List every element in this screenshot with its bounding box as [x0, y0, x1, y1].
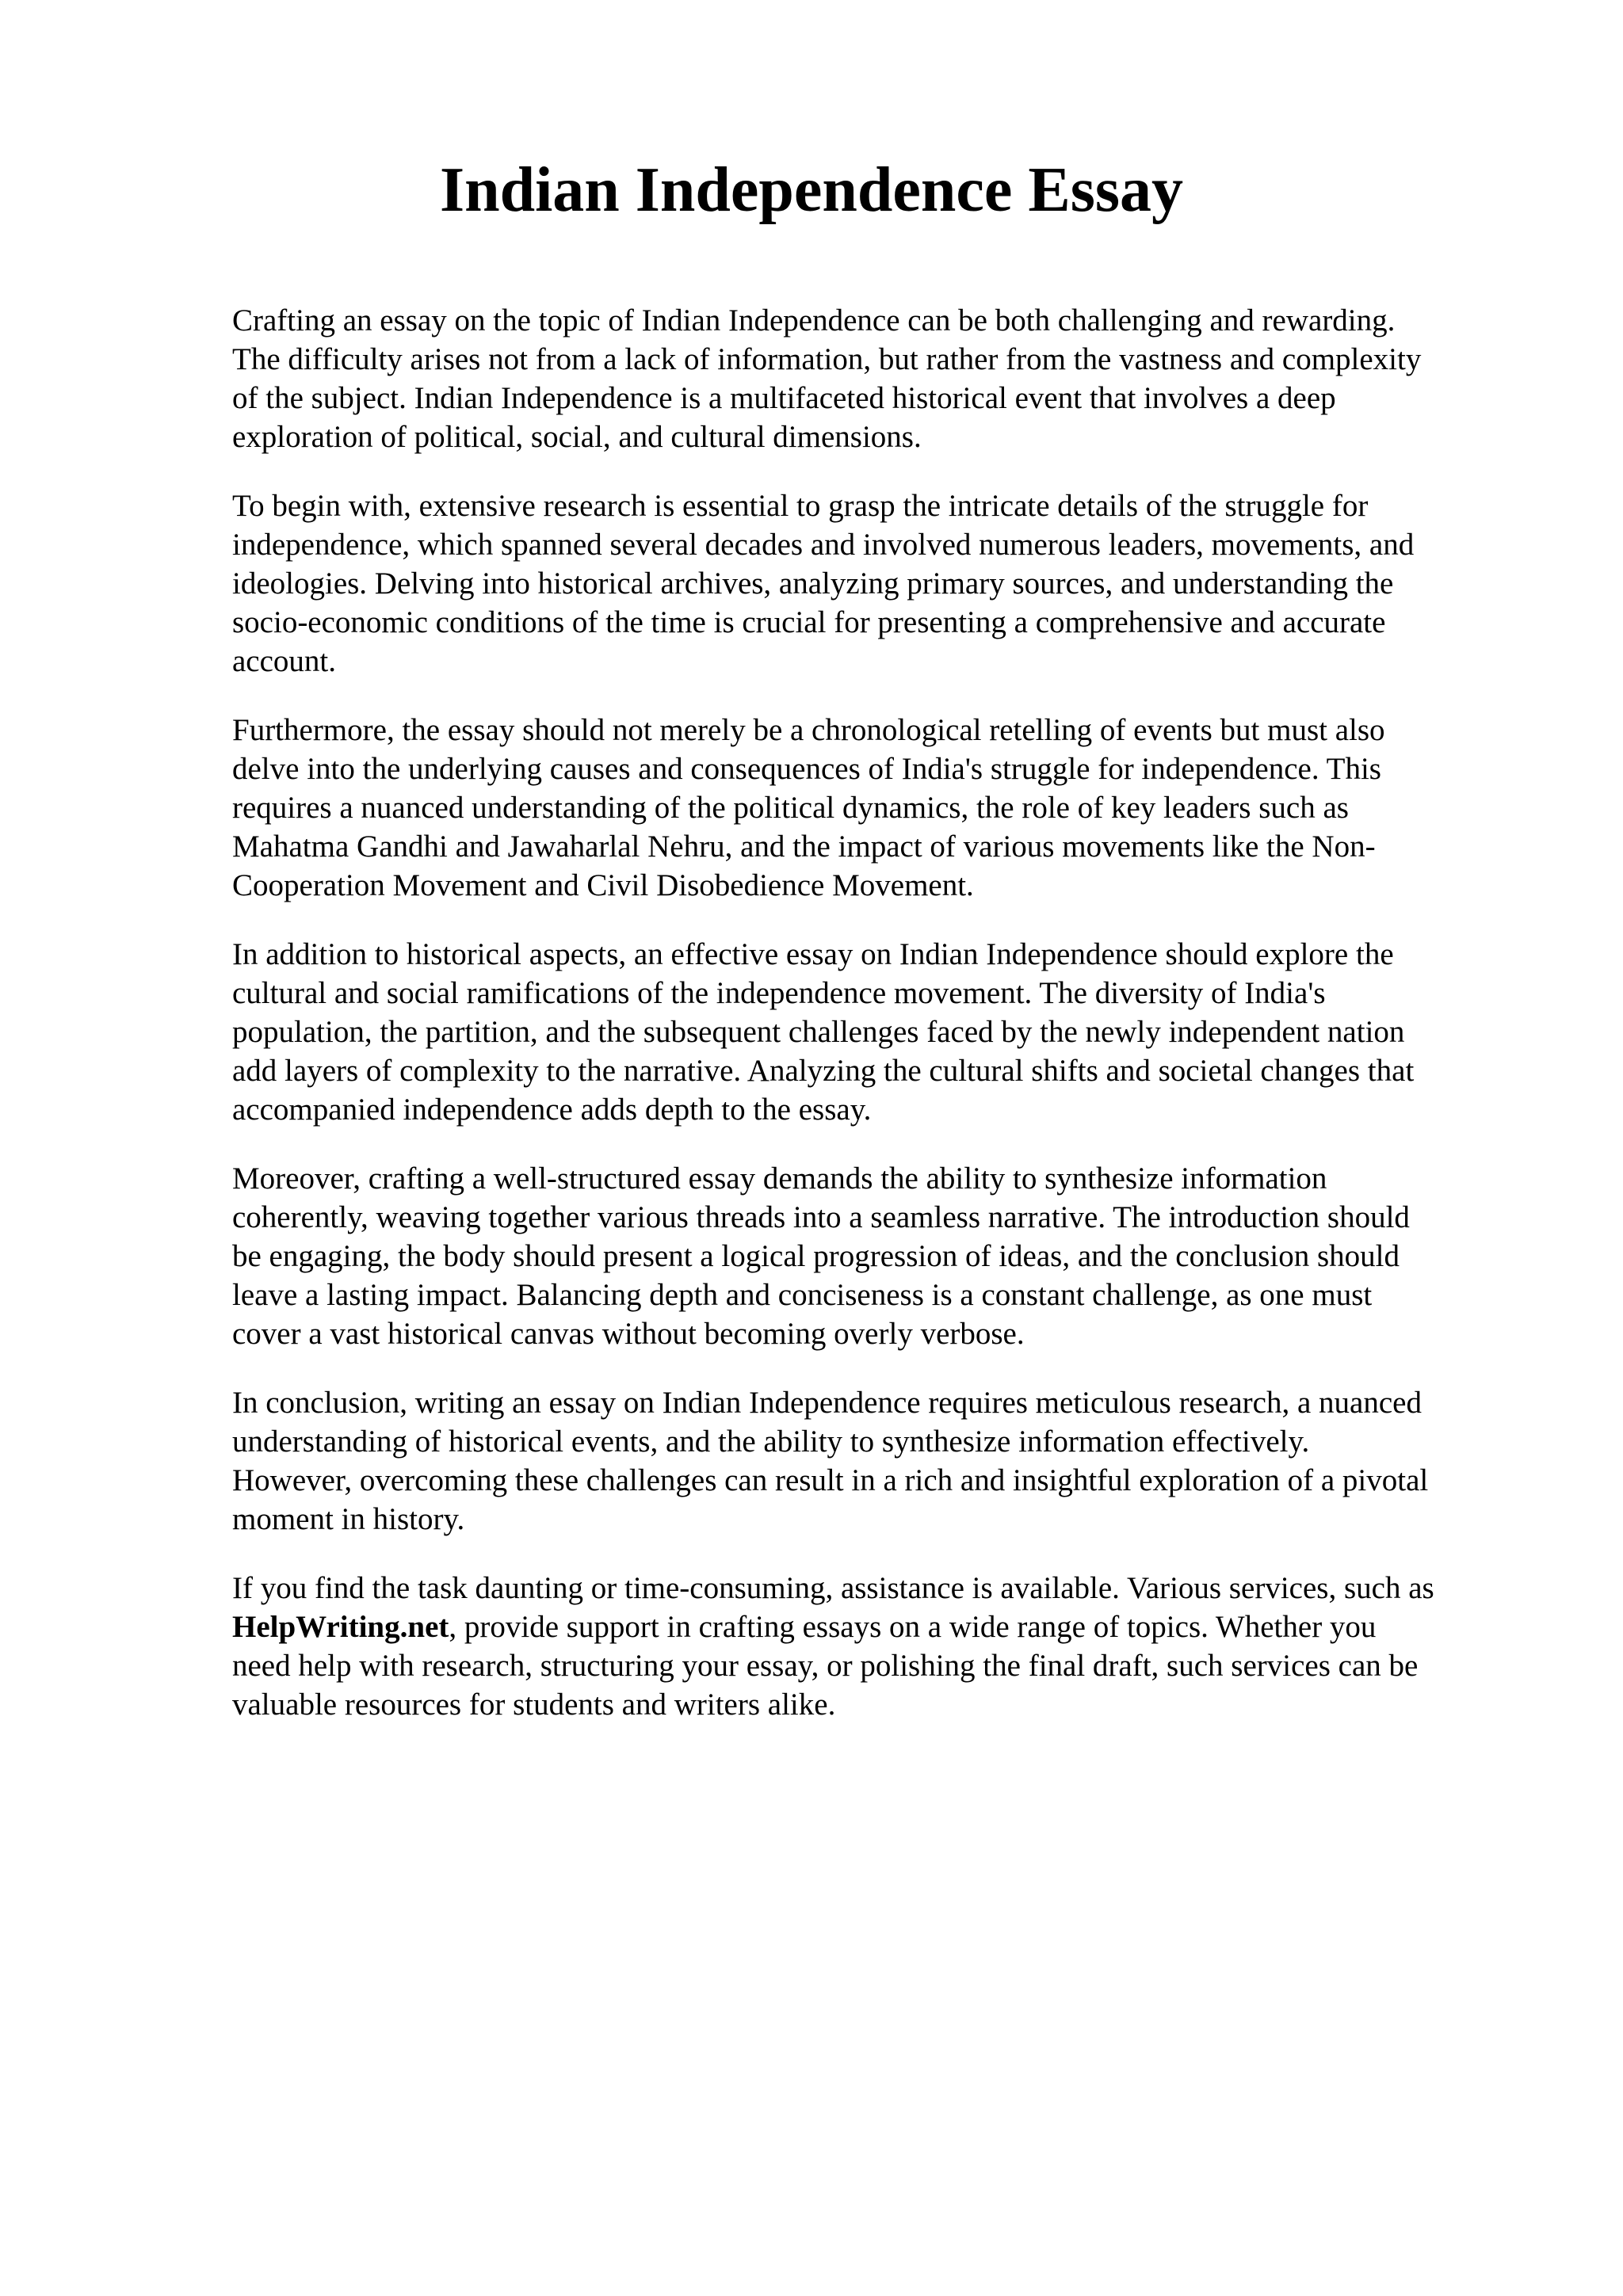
paragraph-line: Moreover, crafting a well-structured essay demands the ability to synthesize information: [232, 1161, 1327, 1196]
closing-paragraph: [232, 1569, 1532, 1724]
essay-body: [232, 301, 1532, 1754]
paragraph-line: If you find the task daunting or time-consuming, assistance is available. Various services, such as: [232, 1571, 1434, 1605]
paragraph-line: [232, 1608, 1532, 1646]
paragraph-line: need help with research, structuring your essay, or polishing the final draft, such services can be: [232, 1649, 1419, 1683]
paragraph-line: cover a vast historical canvas without becoming overly verbose.: [232, 1317, 1025, 1351]
paragraph-line: In conclusion, writing an essay on Indian Independence requires meticulous research, a nuanced: [232, 1386, 1422, 1420]
paragraph-6: [232, 1383, 1532, 1539]
paragraph-2: [232, 486, 1532, 681]
paragraph-line: moment in history.: [232, 1502, 465, 1536]
paragraph-line: Crafting an essay on the topic of Indian Independence can be both challenging and rewarding.: [232, 303, 1396, 338]
paragraph-line: requires a nuanced understanding of the political dynamics, the role of key leaders such as: [232, 791, 1349, 825]
paragraph-line: of the subject. Indian Independence is a multifaceted historical event that involves a deep: [232, 381, 1336, 415]
paragraph-line: exploration of political, social, and cultural dimensions.: [232, 420, 922, 454]
paragraph-line: understanding of historical events, and the ability to synthesize information effectively.: [232, 1425, 1310, 1459]
helpwriting-brand-name: HelpWriting.net: [232, 1610, 449, 1644]
paragraph-line: The difficulty arises not from a lack of information, but rather from the vastness and complexity: [232, 342, 1422, 376]
paragraph-line: be engaging, the body should present a logical progression of ideas, and the conclusion should: [232, 1239, 1400, 1273]
paragraph-line: delve into the underlying causes and consequences of India's struggle for independence. This: [232, 752, 1381, 786]
paragraph-line: accompanied independence adds depth to the essay.: [232, 1093, 872, 1127]
paragraph-line: valuable resources for students and writers alike.: [232, 1688, 836, 1722]
paragraph-line: Furthermore, the essay should not merely be a chronological retelling of events but must also: [232, 713, 1385, 747]
paragraph-line: ideologies. Delving into historical archives, analyzing primary sources, and understanding the: [232, 566, 1394, 601]
paragraph-line-rest: , provide support in crafting essays on a wide range of topics. Whether you: [449, 1610, 1377, 1644]
paragraph-line: To begin with, extensive research is essential to grasp the intricate details of the struggle for: [232, 489, 1369, 523]
paragraph-1: [232, 301, 1532, 456]
paragraph-line: add layers of complexity to the narrative. Analyzing the cultural shifts and societal changes that: [232, 1054, 1415, 1088]
paragraph-line: account.: [232, 644, 337, 678]
paragraph-5: [232, 1159, 1532, 1353]
paragraph-3: [232, 711, 1532, 905]
paragraph-line: leave a lasting impact. Balancing depth and conciseness is a constant challenge, as one must: [232, 1278, 1373, 1312]
paragraph-line: coherently, weaving together various threads into a seamless narrative. The introduction should: [232, 1200, 1410, 1234]
paragraph-line: cultural and social ramifications of the independence movement. The diversity of India's: [232, 976, 1326, 1010]
page-title: Indian Independence Essay: [439, 155, 1184, 225]
paragraph-line: Cooperation Movement and Civil Disobedience Movement.: [232, 868, 974, 902]
paragraph-line: In addition to historical aspects, an effective essay on Indian Independence should explore the: [232, 937, 1394, 971]
paragraph-line: independence, which spanned several decades and involved numerous leaders, movements, and: [232, 528, 1415, 562]
paragraph-line: However, overcoming these challenges can result in a rich and insightful exploration of a pivotal: [232, 1463, 1429, 1497]
paragraph-4: [232, 935, 1532, 1129]
paragraph-line: Mahatma Gandhi and Jawaharlal Nehru, and the impact of various movements like the Non-: [232, 830, 1376, 864]
paragraph-line: population, the partition, and the subsequent challenges faced by the newly independent nation: [232, 1015, 1405, 1049]
paragraph-line: socio-economic conditions of the time is crucial for presenting a comprehensive and accurate: [232, 605, 1386, 639]
